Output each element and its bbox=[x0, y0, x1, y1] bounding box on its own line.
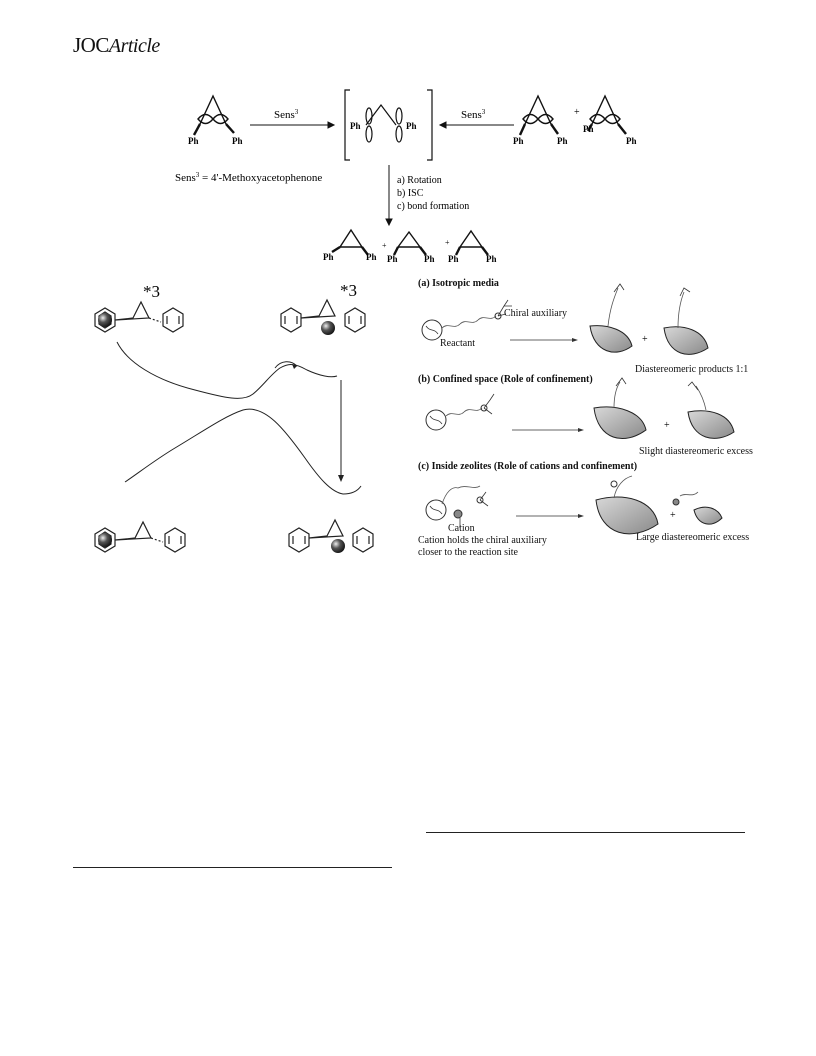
footnote-rule-left bbox=[73, 867, 392, 868]
arrow-left bbox=[440, 122, 514, 128]
isc-arrowhead bbox=[338, 475, 344, 482]
radical-ball bbox=[98, 313, 112, 327]
tether bbox=[442, 316, 496, 328]
arrow-down bbox=[386, 165, 392, 225]
ph-label: Ph bbox=[387, 254, 398, 264]
panel-a-title: (a) Isotropic media bbox=[418, 278, 499, 289]
energy-surface-diagram bbox=[75, 280, 395, 560]
sens-definition: Sens$^3$ = 4'-Methoxyacetophenone bbox=[175, 171, 323, 184]
cyclopropane-trans bbox=[588, 96, 626, 134]
isomerization-scheme bbox=[170, 85, 650, 270]
panel-a-auxiliary: Chiral auxiliary bbox=[504, 308, 568, 319]
journal-name: JOC bbox=[73, 33, 109, 57]
ph-label: Ph bbox=[406, 121, 417, 131]
panel-b-title: (b) Confined space (Role of confinement) bbox=[418, 374, 593, 385]
panel-a-reactant: Reactant bbox=[440, 338, 475, 349]
panel-c-result: Large diastereomeric excess bbox=[636, 532, 750, 543]
radical-ball bbox=[98, 533, 112, 547]
product-cup bbox=[694, 507, 722, 524]
plus-sign: + bbox=[664, 420, 670, 431]
panel-c-note-1: Cation holds the chiral auxiliary bbox=[418, 535, 547, 546]
molecule-bottom-right bbox=[289, 520, 373, 552]
ph-label: Ph bbox=[583, 124, 594, 134]
ph-label: Ph bbox=[448, 254, 459, 264]
product-cup bbox=[590, 326, 632, 353]
panel-c-note-2: closer to the reaction site bbox=[418, 547, 518, 558]
plus-sign: + bbox=[670, 510, 676, 521]
panel-b-result: Slight diastereomeric excess bbox=[639, 446, 753, 457]
confinement-scheme bbox=[418, 278, 758, 563]
arrow-right bbox=[250, 122, 334, 128]
cyclopropane-cis bbox=[520, 96, 558, 135]
step-rotation: a) Rotation bbox=[397, 175, 442, 186]
product-cup bbox=[688, 411, 734, 439]
ph-label: Ph bbox=[232, 136, 243, 146]
footnote-rule-right bbox=[426, 832, 745, 833]
ph-label: Ph bbox=[557, 136, 568, 146]
ph-label: Ph bbox=[513, 136, 524, 146]
product-cup bbox=[664, 327, 708, 355]
cation-sphere bbox=[454, 510, 462, 518]
plus-sign: + bbox=[642, 334, 648, 345]
product-cis bbox=[394, 232, 426, 255]
ph-label: Ph bbox=[188, 136, 199, 146]
confinement-graphics bbox=[418, 278, 758, 563]
triplet-label: *3 bbox=[340, 281, 357, 300]
product-trans-2 bbox=[456, 231, 488, 255]
plus-sign: + bbox=[445, 238, 450, 247]
step-isc: b) ISC bbox=[397, 188, 424, 199]
ph-label: Ph bbox=[486, 254, 497, 264]
ph-label: Ph bbox=[350, 121, 361, 131]
radical-ball bbox=[331, 539, 345, 553]
sens-label-right: Sens$^3$ bbox=[461, 108, 486, 121]
product-trans bbox=[332, 230, 368, 255]
ph-label: Ph bbox=[323, 252, 334, 262]
panel-c-cation: Cation bbox=[448, 523, 475, 534]
plus-sign: + bbox=[574, 107, 580, 118]
ph-label: Ph bbox=[424, 254, 435, 264]
ground-surface bbox=[125, 409, 361, 494]
sens-label-left: Sens$^3$ bbox=[274, 108, 299, 121]
triplet-label: *3 bbox=[143, 282, 160, 301]
step-bond-formation: c) bond formation bbox=[397, 201, 470, 212]
ph-label: Ph bbox=[366, 252, 377, 262]
section-name: Article bbox=[108, 35, 160, 57]
plus-sign: + bbox=[382, 241, 387, 250]
product-cup bbox=[596, 497, 658, 534]
ph-label: Ph bbox=[626, 136, 637, 146]
panel-a-result: Diastereomeric products 1:1 bbox=[635, 364, 749, 375]
panel-c-title: (c) Inside zeolites (Role of cations and confinement) bbox=[418, 461, 638, 472]
journal-header bbox=[73, 33, 160, 58]
product-cup bbox=[594, 407, 646, 439]
triplet-surface bbox=[117, 342, 337, 398]
radical-ball bbox=[321, 321, 335, 335]
cyclopropane-left bbox=[194, 96, 234, 135]
